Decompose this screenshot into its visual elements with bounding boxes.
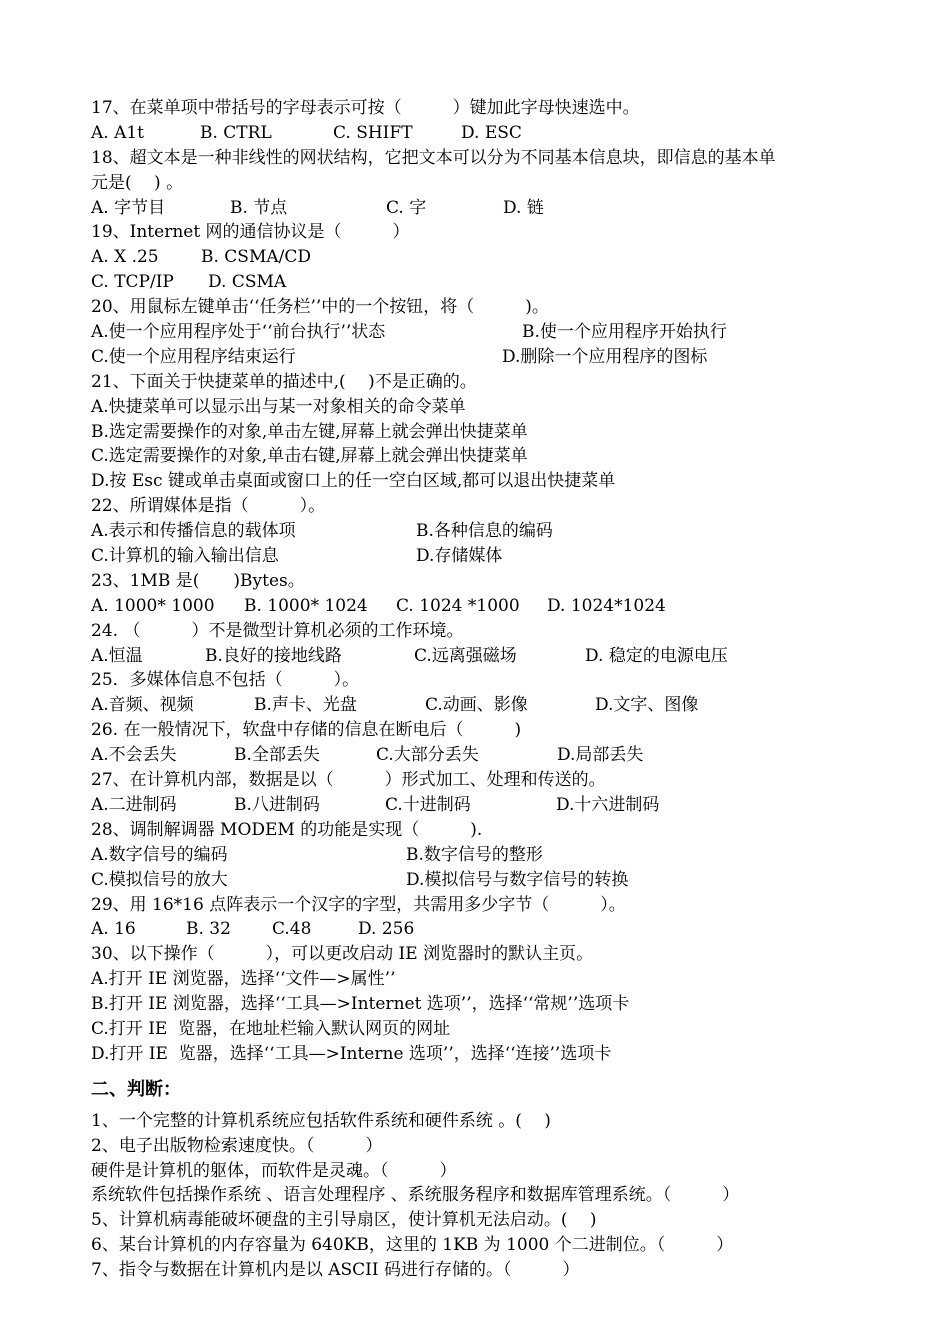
option-d: D. 1024*1024: [547, 595, 666, 616]
judge-item: 7、指令与数据在计算机内是以 ASCII 码进行存储的。（ ）: [91, 1260, 580, 1281]
question-27-stem: 27、在计算机内部，数据是以（ ）形式加工、处理和传送的。: [91, 770, 606, 791]
option-a: A. X .25: [91, 247, 159, 268]
question-23-options: [91, 594, 881, 619]
option-c: C. TCP/IP: [91, 272, 174, 293]
option-c: C.模拟信号的放大: [91, 869, 228, 890]
question-28-options-2: [91, 868, 881, 893]
question-20-stem: 20、用鼠标左键单击‘‘任务栏’’中的一个按钮，将（ )。: [91, 297, 549, 318]
option-a: A. 1000* 1000: [91, 595, 215, 616]
option-c: C.48: [272, 919, 312, 940]
question-30-option-b: B.打开 IE 浏览器，选择‘‘工具—>Internet 选项’’，选择‘‘常规’’选项卡: [91, 994, 630, 1015]
option-c: C. SHIFT: [333, 122, 413, 143]
option-b: B. 节点: [230, 197, 288, 218]
option-c: C.计算机的输入输出信息: [91, 546, 279, 567]
question-26-options: [91, 743, 881, 768]
question-21-option-b: B.选定需要操作的对象,单击左键,屏幕上就会弹出快捷菜单: [91, 421, 528, 442]
option-d: D.模拟信号与数字信号的转换: [406, 869, 629, 890]
judge-item: 5、计算机病毒能破坏硬盘的主引导扇区，使计算机无法启动。( ): [91, 1210, 597, 1231]
option-c: C. 1024 *1000: [396, 595, 520, 616]
option-a: A.数字信号的编码: [91, 844, 228, 865]
option-a: A. A1t: [91, 122, 145, 143]
question-30-option-d: D.打开 IE 览器，选择‘‘工具—>Interne 选项’’，选择‘‘连接’’选项卡: [91, 1043, 612, 1064]
question-22-options-1: [91, 519, 881, 544]
question-28-stem: 28、调制解调器 MODEM 的功能是实现（ ).: [91, 819, 483, 840]
option-b: B. 1000* 1024: [244, 595, 368, 616]
question-17-stem: 17、在菜单项中带括号的字母表示可按（ ）键加此字母快速选中。: [91, 98, 640, 118]
option-d: D. 链: [503, 197, 544, 218]
question-24-stem: 24. （ ）不是微型计算机必须的工作环境。: [91, 620, 464, 641]
question-25-stem: 25．多媒体信息不包括（ ）。: [91, 670, 360, 691]
question-24-options: [91, 644, 881, 669]
question-20-options-2: [91, 345, 881, 370]
option-a: A.恒温: [91, 645, 143, 666]
question-21-option-d: D.按 Esc 键或单击桌面或窗口上的任一空白区域,都可以退出快捷菜单: [91, 471, 616, 492]
option-d: D. ESC: [461, 122, 522, 143]
question-17-options: [91, 121, 881, 146]
option-a: A.二进制码: [91, 794, 177, 815]
option-c: C.使一个应用程序结束运行: [91, 346, 296, 367]
option-b: B. CTRL: [200, 122, 272, 143]
option-d: D.文字、图像: [595, 695, 699, 716]
option-c: C.大部分丢失: [376, 745, 479, 766]
question-29-stem: 29、用 16*16 点阵表示一个汉字的字型，共需用多少字节（ ）。: [91, 894, 626, 915]
question-22-options-2: [91, 544, 881, 569]
section-title-judgement: 二、判断：: [91, 1078, 181, 1100]
option-d: D.存储媒体: [416, 546, 503, 567]
option-a: A.不会丢失: [91, 745, 177, 766]
option-d: D.十六进制码: [556, 794, 660, 815]
question-23-stem: 23、1MB 是( )Bytes。: [91, 570, 305, 591]
question-20-options-1: [91, 320, 881, 345]
option-a: A.音频、视频: [91, 695, 194, 716]
question-19-options-1: [91, 245, 881, 270]
question-30-stem: 30、以下操作（ ），可以更改启动 IE 浏览器时的默认主页。: [91, 944, 594, 965]
question-29-options: [91, 917, 881, 942]
option-b: B. 32: [186, 919, 231, 940]
question-18-stem-cont: 元是( ) 。: [91, 172, 184, 193]
question-30-option-a: A.打开 IE 浏览器，选择‘‘文件—>属性’’: [91, 969, 396, 990]
judge-item: 6、某台计算机的内存容量为 640KB，这里的 1KB 为 1000 个二进制位。（ ）: [91, 1235, 734, 1256]
option-b: B. CSMA/CD: [201, 247, 312, 268]
option-b: B.使一个应用程序开始执行: [522, 322, 727, 343]
document-page: [91, 96, 881, 1283]
option-d: D.删除一个应用程序的图标: [502, 346, 708, 367]
option-a: A. 16: [91, 919, 136, 940]
option-d: D. 256: [358, 919, 415, 940]
judge-item: 2、电子出版物检索速度快。（ ）: [91, 1135, 383, 1156]
option-c: C.动画、影像: [425, 695, 528, 716]
question-21-option-a: A.快捷菜单可以显示出与某一对象相关的命令菜单: [91, 396, 466, 417]
option-d: D. CSMA: [208, 272, 287, 293]
question-26-stem: 26. 在一般情况下，软盘中存储的信息在断电后（ ): [91, 720, 522, 741]
judge-item: 1、一个完整的计算机系统应包括软件系统和硬件系统 。( ): [91, 1110, 551, 1131]
question-27-options: [91, 793, 881, 818]
judge-item: 硬件是计算机的躯体，而软件是灵魂。（ ）: [91, 1160, 457, 1181]
option-b: B.各种信息的编码: [416, 521, 553, 542]
question-18-options: [91, 196, 881, 221]
question-22-stem: 22、所谓媒体是指（ ）。: [91, 496, 326, 517]
option-b: B.良好的接地线路: [205, 645, 342, 666]
question-30-option-c: C.打开 IE 览器，在地址栏输入默认网页的网址: [91, 1018, 451, 1039]
option-b: B.数字信号的整形: [406, 844, 543, 865]
option-a: A. 字节目: [91, 197, 166, 218]
option-c: C. 字: [386, 197, 427, 218]
judge-item: 系统软件包括操作系统 、语言处理程序 、系统服务程序和数据库管理系统。（ ）: [91, 1185, 740, 1206]
question-19-stem: 19、Internet 网的通信协议是（ ）: [91, 222, 410, 243]
option-a: A.使一个应用程序处于‘‘前台执行’’状态: [91, 322, 386, 343]
option-a: A.表示和传播信息的载体项: [91, 521, 296, 542]
question-21-option-c: C.选定需要操作的对象,单击右键,屏幕上就会弹出快捷菜单: [91, 446, 528, 467]
question-25-options: [91, 693, 881, 718]
option-c: C.远离强磁场: [414, 645, 517, 666]
question-18-stem: 18、超文本是一种非线性的网状结构，它把文本可以分为不同基本信息块，即信息的基本单: [91, 147, 776, 168]
option-c: C.十进制码: [385, 794, 471, 815]
question-28-options-1: [91, 843, 881, 868]
question-21-stem: 21、下面关于快捷菜单的描述中,( )不是正确的。: [91, 371, 477, 392]
question-19-options-2: [91, 270, 881, 295]
option-b: B.声卡、光盘: [254, 695, 357, 716]
option-d: D. 稳定的电源电压: [585, 645, 728, 666]
option-b: B.八进制码: [234, 794, 320, 815]
option-b: B.全部丢失: [234, 745, 320, 766]
option-d: D.局部丢失: [557, 745, 644, 766]
